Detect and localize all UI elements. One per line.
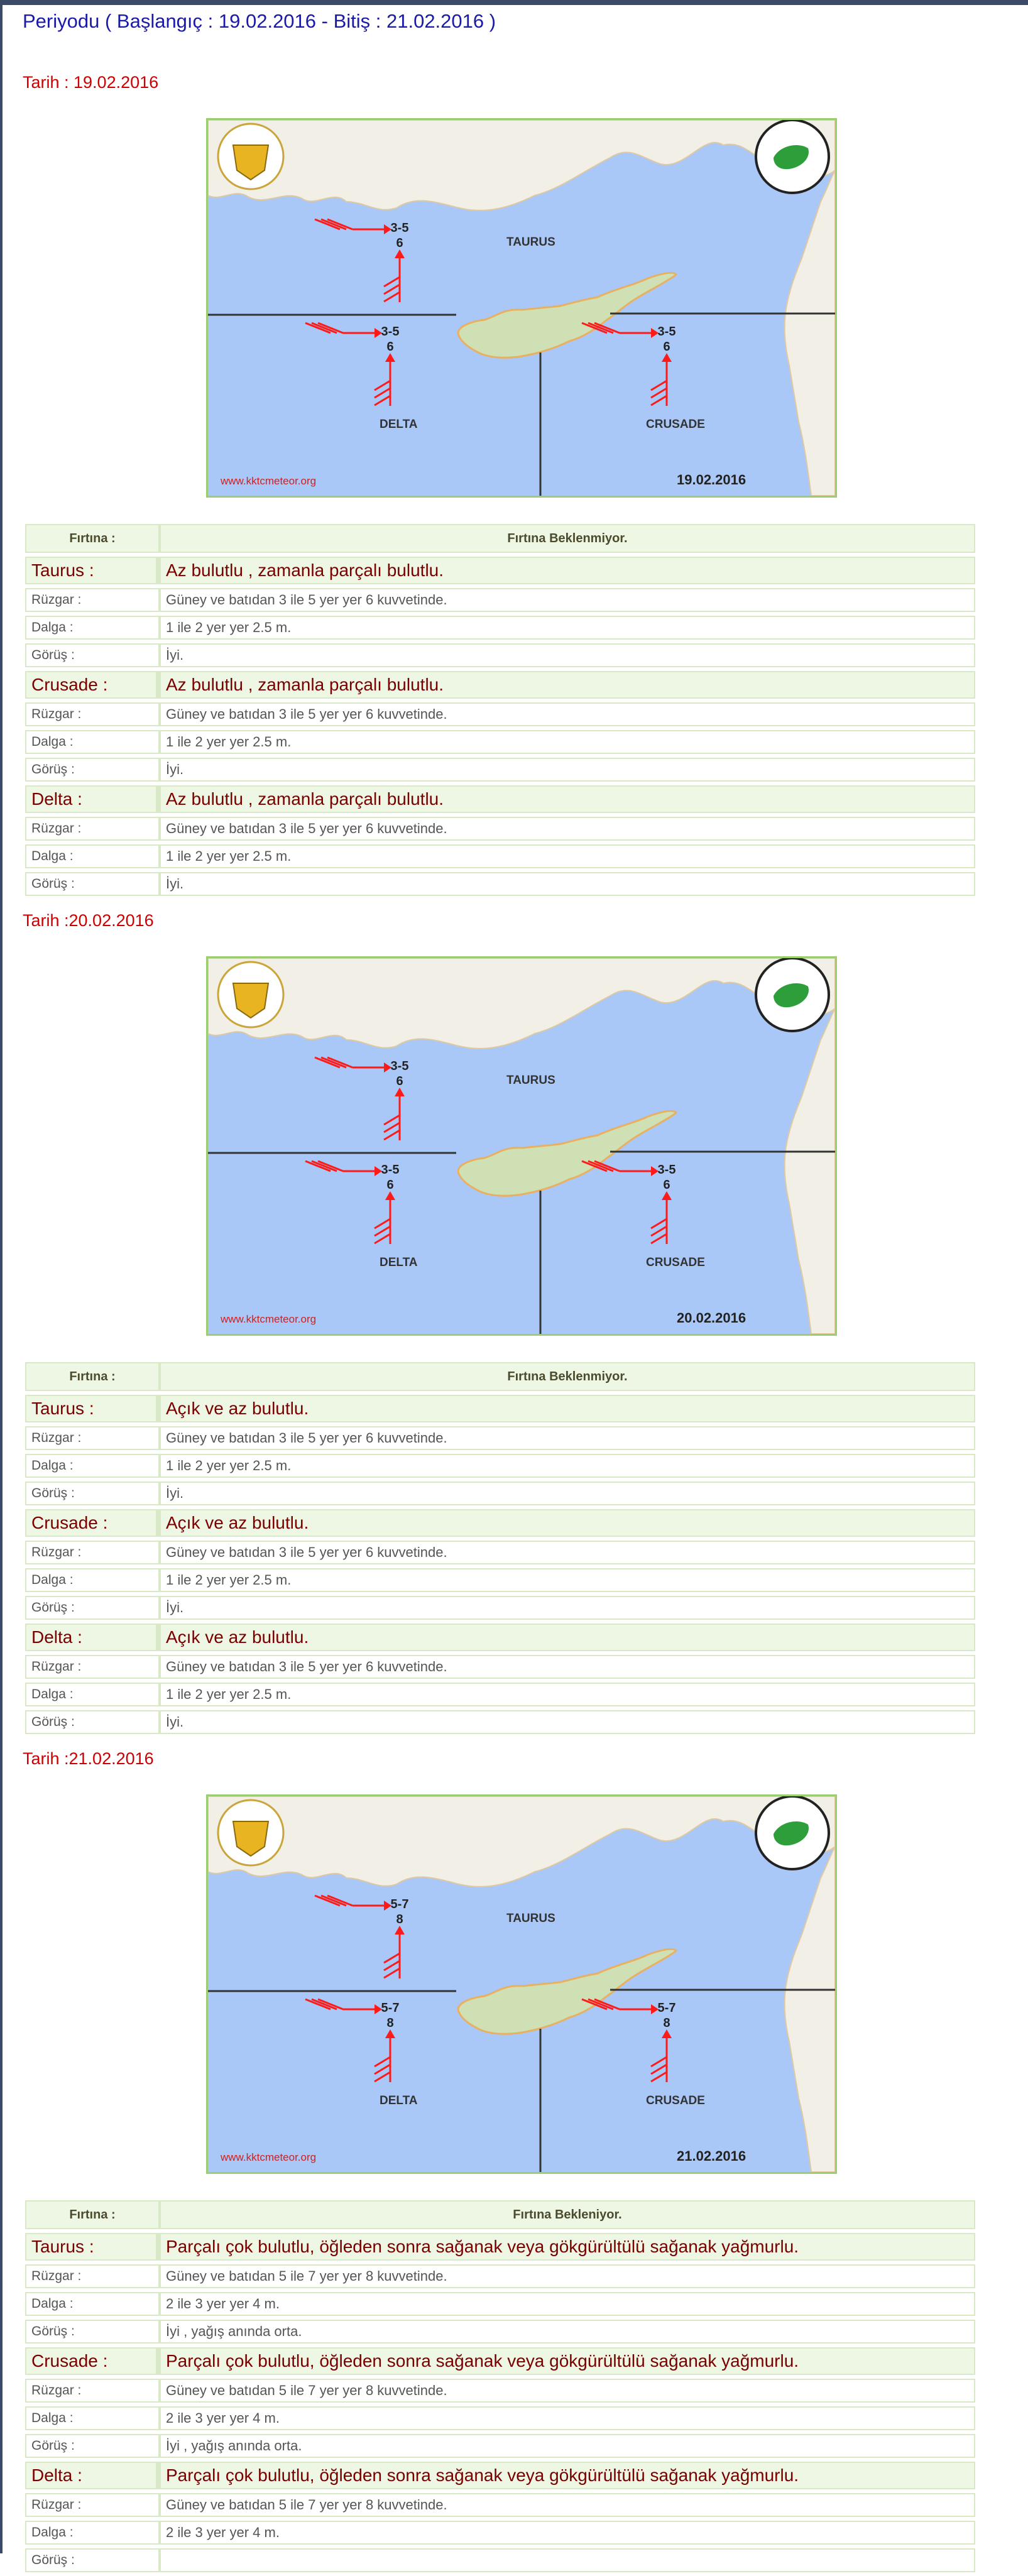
visibility-row xyxy=(25,2434,975,2458)
area-label-delta: DELTA xyxy=(380,418,418,431)
region-row-label: Crusade : xyxy=(25,1509,160,1537)
storm-row xyxy=(25,1362,975,1391)
region-row xyxy=(25,1509,975,1537)
region-row xyxy=(25,2462,975,2489)
storm-row-label: Fırtına : xyxy=(25,2200,160,2229)
wind-row xyxy=(25,1426,975,1450)
meteor-logo-icon xyxy=(756,1796,829,1869)
storm-row-value: Fırtına Bekleniyor. xyxy=(160,2200,975,2229)
area-label-delta: DELTA xyxy=(380,1256,418,1269)
wind-row-value: Güney ve batıdan 3 ile 5 yer yer 6 kuvvetinde. xyxy=(160,588,975,612)
region-row xyxy=(25,2233,975,2261)
map-date: 20.02.2016 xyxy=(677,1310,746,1326)
date-label: Tarih : 19.02.2016 xyxy=(23,73,159,92)
svg-text:3-5: 3-5 xyxy=(381,1163,400,1177)
region-row-value: Parçalı çok bulutlu, öğleden sonra sağanak veya gökgürültülü sağanak yağmurlu. xyxy=(160,2462,975,2489)
visibility-row xyxy=(25,2548,975,2572)
region-row-value: Açık ve az bulutlu. xyxy=(160,1395,975,1422)
map-site-url: www.kktcmeteor.org xyxy=(221,2151,317,2163)
wind-row xyxy=(25,588,975,612)
svg-text:6: 6 xyxy=(663,340,670,354)
forecast-table xyxy=(25,2197,975,2576)
area-label-taurus: TAURUS xyxy=(506,236,555,249)
wave-row xyxy=(25,2406,975,2430)
wind-row xyxy=(25,2493,975,2517)
wave-row xyxy=(25,2521,975,2545)
forecast-map xyxy=(206,1794,837,2174)
svg-text:6: 6 xyxy=(386,1178,394,1192)
wave-row-label: Dalga : xyxy=(25,2406,160,2430)
visibility-row xyxy=(25,1482,975,1505)
forecast-table xyxy=(25,520,975,900)
svg-text:8: 8 xyxy=(663,2016,670,2030)
visibility-row xyxy=(25,1596,975,1620)
svg-text:3-5: 3-5 xyxy=(657,1163,676,1177)
region-row xyxy=(25,671,975,699)
wave-row-value: 1 ile 2 yer yer 2.5 m. xyxy=(160,616,975,640)
wave-row-value: 2 ile 3 yer yer 4 m. xyxy=(160,2292,975,2316)
wave-row-label: Dalga : xyxy=(25,1454,160,1478)
region-row-label: Delta : xyxy=(25,2462,160,2489)
wave-row-label: Dalga : xyxy=(25,730,160,754)
wind-row-label: Rüzgar : xyxy=(25,588,160,612)
area-label-crusade: CRUSADE xyxy=(646,2094,705,2107)
emblem-icon xyxy=(218,124,283,189)
visibility-row xyxy=(25,1710,975,1734)
storm-row xyxy=(25,524,975,553)
wind-row-label: Rüzgar : xyxy=(25,1655,160,1679)
date-label: Tarih :21.02.2016 xyxy=(23,1749,154,1768)
visibility-row xyxy=(25,2320,975,2344)
map-site-url: www.kktcmeteor.org xyxy=(221,475,317,487)
visibility-row-label: Görüş : xyxy=(25,758,160,782)
region-row-label: Delta : xyxy=(25,1624,160,1651)
visibility-row-label: Görüş : xyxy=(25,872,160,896)
visibility-row-label: Görüş : xyxy=(25,2434,160,2458)
wave-row-value: 1 ile 2 yer yer 2.5 m. xyxy=(160,1568,975,1592)
forecast-map xyxy=(206,956,837,1336)
svg-text:6: 6 xyxy=(663,1178,670,1192)
wave-row-label: Dalga : xyxy=(25,616,160,640)
visibility-row-value: İyi. xyxy=(160,758,975,782)
visibility-row-label: Görüş : xyxy=(25,1710,160,1734)
region-row-label: Delta : xyxy=(25,785,160,813)
wind-row-value: Güney ve batıdan 3 ile 5 yer yer 6 kuvvetinde. xyxy=(160,702,975,726)
period-title: Periyodu ( Başlangıç : 19.02.2016 - Bitiş : 21.02.2016 ) xyxy=(23,10,496,32)
region-row-value: Açık ve az bulutlu. xyxy=(160,1509,975,1537)
svg-text:6: 6 xyxy=(396,1074,403,1088)
wave-row xyxy=(25,1683,975,1706)
storm-row-value: Fırtına Beklenmiyor. xyxy=(160,1362,975,1391)
wind-row-label: Rüzgar : xyxy=(25,1541,160,1564)
region-row-label: Crusade : xyxy=(25,671,160,699)
region-row-value: Az bulutlu , zamanla parçalı bulutlu. xyxy=(160,785,975,813)
wind-row-label: Rüzgar : xyxy=(25,2493,160,2517)
visibility-row-value: İyi , yağış anında orta. xyxy=(160,2320,975,2344)
region-row-value: Açık ve az bulutlu. xyxy=(160,1624,975,1651)
region-row-label: Taurus : xyxy=(25,557,160,584)
region-row xyxy=(25,557,975,584)
storm-row-value: Fırtına Beklenmiyor. xyxy=(160,524,975,553)
date-label: Tarih :20.02.2016 xyxy=(23,911,154,930)
wind-row xyxy=(25,1655,975,1679)
svg-text:8: 8 xyxy=(386,2016,394,2030)
visibility-row-value: İyi. xyxy=(160,1482,975,1505)
wave-row-label: Dalga : xyxy=(25,1683,160,1706)
svg-text:6: 6 xyxy=(396,236,403,250)
storm-row-label: Fırtına : xyxy=(25,524,160,553)
svg-text:8: 8 xyxy=(396,1913,403,1926)
visibility-row xyxy=(25,758,975,782)
wind-row-value: Güney ve batıdan 3 ile 5 yer yer 6 kuvvetinde. xyxy=(160,817,975,841)
svg-text:5-7: 5-7 xyxy=(381,2001,400,2015)
wind-row-value: Güney ve batıdan 5 ile 7 yer yer 8 kuvvetinde. xyxy=(160,2493,975,2517)
region-row-value: Parçalı çok bulutlu, öğleden sonra sağanak veya gökgürültülü sağanak yağmurlu. xyxy=(160,2347,975,2375)
wind-row-label: Rüzgar : xyxy=(25,817,160,841)
wave-row-value: 1 ile 2 yer yer 2.5 m. xyxy=(160,844,975,868)
area-label-crusade: CRUSADE xyxy=(646,1256,705,1269)
area-label-taurus: TAURUS xyxy=(506,1074,555,1087)
area-label-crusade: CRUSADE xyxy=(646,418,705,431)
visibility-row-value: İyi. xyxy=(160,1710,975,1734)
region-row-label: Crusade : xyxy=(25,2347,160,2375)
wind-row xyxy=(25,1541,975,1564)
wind-row xyxy=(25,817,975,841)
area-label-delta: DELTA xyxy=(380,2094,418,2107)
visibility-row-value xyxy=(160,2548,975,2572)
wind-row-value: Güney ve batıdan 5 ile 7 yer yer 8 kuvvetinde. xyxy=(160,2379,975,2403)
forecast-table xyxy=(25,1358,975,1738)
area-label-taurus: TAURUS xyxy=(506,1912,555,1925)
visibility-row-label: Görüş : xyxy=(25,2320,160,2344)
meteor-logo-icon xyxy=(756,958,829,1031)
wave-row-value: 1 ile 2 yer yer 2.5 m. xyxy=(160,1454,975,1478)
wave-row-value: 1 ile 2 yer yer 2.5 m. xyxy=(160,730,975,754)
visibility-row-value: İyi. xyxy=(160,1596,975,1620)
visibility-row-value: İyi. xyxy=(160,872,975,896)
region-row xyxy=(25,785,975,813)
wave-row xyxy=(25,1454,975,1478)
svg-text:5-7: 5-7 xyxy=(657,2001,676,2015)
svg-text:5-7: 5-7 xyxy=(390,1897,409,1911)
map-site-url: www.kktcmeteor.org xyxy=(221,1313,317,1325)
forecast-map xyxy=(206,118,837,498)
storm-row-label: Fırtına : xyxy=(25,1362,160,1391)
wind-row xyxy=(25,2379,975,2403)
svg-text:3-5: 3-5 xyxy=(390,1059,409,1073)
left-bar xyxy=(0,0,3,2553)
region-row-label: Taurus : xyxy=(25,2233,160,2261)
visibility-row-label: Görüş : xyxy=(25,1596,160,1620)
wave-row-label: Dalga : xyxy=(25,2292,160,2316)
wave-row-label: Dalga : xyxy=(25,844,160,868)
meteor-logo-icon xyxy=(756,120,829,193)
region-row-value: Parçalı çok bulutlu, öğleden sonra sağanak veya gökgürültülü sağanak yağmurlu. xyxy=(160,2233,975,2261)
region-row-value: Az bulutlu , zamanla parçalı bulutlu. xyxy=(160,671,975,699)
wind-row-value: Güney ve batıdan 5 ile 7 yer yer 8 kuvvetinde. xyxy=(160,2264,975,2288)
region-row-value: Az bulutlu , zamanla parçalı bulutlu. xyxy=(160,557,975,584)
wave-row xyxy=(25,1568,975,1592)
top-bar xyxy=(0,0,1028,5)
region-row xyxy=(25,1624,975,1651)
wind-row-label: Rüzgar : xyxy=(25,1426,160,1450)
visibility-row xyxy=(25,872,975,896)
region-row-label: Taurus : xyxy=(25,1395,160,1422)
map-date: 21.02.2016 xyxy=(677,2148,746,2164)
svg-text:3-5: 3-5 xyxy=(657,325,676,339)
svg-text:3-5: 3-5 xyxy=(390,221,409,235)
wave-row xyxy=(25,844,975,868)
wave-row-label: Dalga : xyxy=(25,1568,160,1592)
wave-row xyxy=(25,2292,975,2316)
wave-row-value: 1 ile 2 yer yer 2.5 m. xyxy=(160,1683,975,1706)
visibility-row-label: Görüş : xyxy=(25,1482,160,1505)
region-row xyxy=(25,1395,975,1422)
wave-row-value: 2 ile 3 yer yer 4 m. xyxy=(160,2521,975,2545)
emblem-icon xyxy=(218,1800,283,1865)
wind-row-value: Güney ve batıdan 3 ile 5 yer yer 6 kuvvetinde. xyxy=(160,1655,975,1679)
wave-row-label: Dalga : xyxy=(25,2521,160,2545)
storm-row xyxy=(25,2200,975,2229)
wave-row xyxy=(25,616,975,640)
wind-row-value: Güney ve batıdan 3 ile 5 yer yer 6 kuvvetinde. xyxy=(160,1426,975,1450)
wind-row xyxy=(25,2264,975,2288)
visibility-row-label: Görüş : xyxy=(25,643,160,667)
emblem-icon xyxy=(218,962,283,1027)
visibility-row xyxy=(25,643,975,667)
wave-row-value: 2 ile 3 yer yer 4 m. xyxy=(160,2406,975,2430)
map-date: 19.02.2016 xyxy=(677,472,746,488)
svg-text:3-5: 3-5 xyxy=(381,325,400,339)
wave-row xyxy=(25,730,975,754)
wind-row-label: Rüzgar : xyxy=(25,702,160,726)
visibility-row-label: Görüş : xyxy=(25,2548,160,2572)
wind-row xyxy=(25,702,975,726)
visibility-row-value: İyi , yağış anında orta. xyxy=(160,2434,975,2458)
svg-text:6: 6 xyxy=(386,340,394,354)
wind-row-label: Rüzgar : xyxy=(25,2264,160,2288)
wind-row-label: Rüzgar : xyxy=(25,2379,160,2403)
region-row xyxy=(25,2347,975,2375)
visibility-row-value: İyi. xyxy=(160,643,975,667)
wind-row-value: Güney ve batıdan 3 ile 5 yer yer 6 kuvvetinde. xyxy=(160,1541,975,1564)
